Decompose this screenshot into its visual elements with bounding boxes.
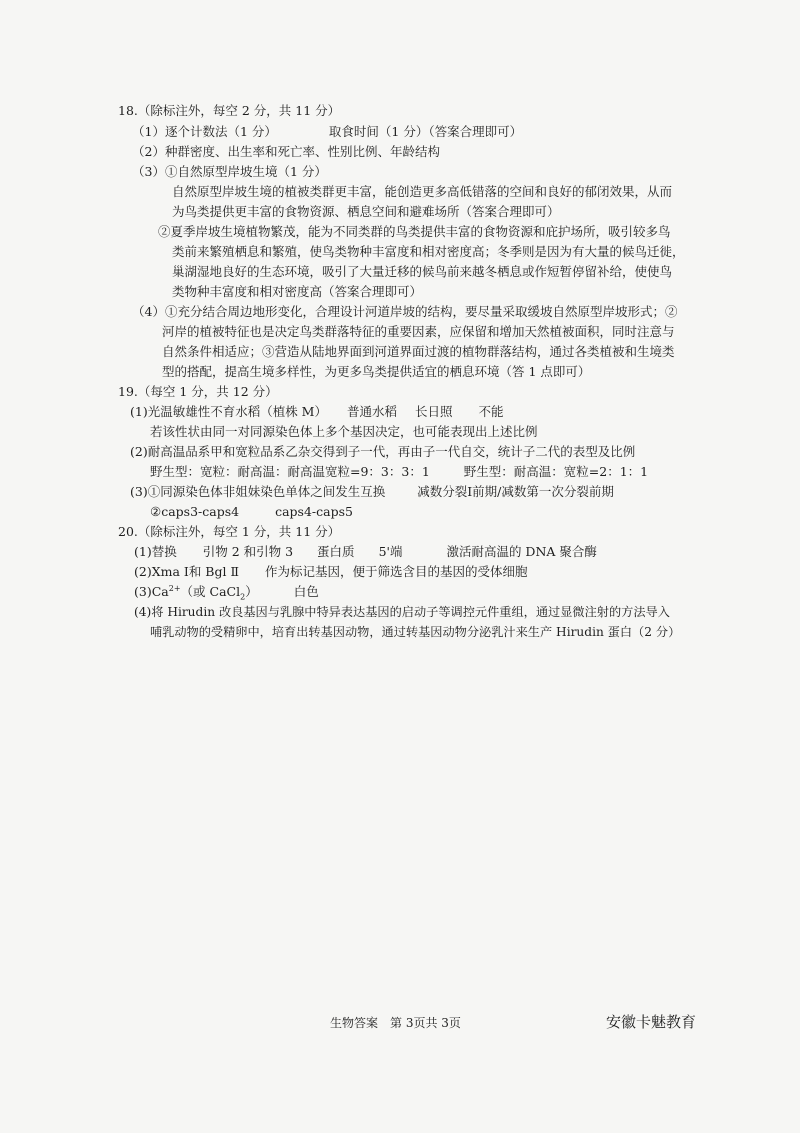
q20-p1-c: 蛋白质 [317,544,355,559]
q20-part2 [134,563,527,581]
q18-header: 18.（除标注外，每空 2 分，共 11 分） [118,103,341,118]
q18-part3-line4: 类前来繁殖栖息和繁殖，使鸟类物种丰富度和相对密度高；冬季则是因为有大量的候鸟迁徙， [172,244,685,259]
q20-part3 [134,583,319,601]
q19-part1-line2: 若该性状由同一对同源染色体上多个基因决定，也可能表现出上述比例 [150,424,538,439]
q20-part1 [134,543,597,561]
q19-p3-d: caps4-caps5 [275,504,353,519]
q19-p1-b: 普通水稻 [346,404,397,419]
q18-part3-line3: ②夏季岸坡生境植物繁茂，能为不同类群的鸟类提供丰富的食物资源和庇护场所，吸引较多鸟 [158,224,671,239]
q19-part2: (2)耐高温品系甲和宽粒品系乙杂交得到子一代，再由子一代自交，统计子二代的表型及比例 [130,444,636,459]
q19-part1 [130,403,504,421]
q20-p3-subscript: 2 [240,592,246,602]
q20-part4-line1: (4)将 Hirudin 改良基因与乳腺中特异表达基因的启动子等调控元件重组，通过显微注射的方法导入 [134,605,670,619]
q18-part4-line3: 自然条件相适应；③营造从陆地界面到河道界面过渡的植物群落结构，通过各类植被和生境类 [162,344,675,359]
q18-part2: （2）种群密度、出生率和死亡率、性别比例、年龄结构 [132,144,440,159]
q19-p3-c: ②caps3-caps4 [150,504,240,519]
q18-part3-line1: 自然原型岸坡生境的植被类群更丰富，能创造更多高低错落的空间和良好的郁闭效果，从而 [172,184,673,199]
q20-p1-b: 引物 2 和引物 3 [202,544,294,559]
q20-p2-b: 作为标记基因，便于筛选含目的基因的受体细胞 [264,564,528,579]
q18-part1 [132,123,522,141]
q19-p2-b: 野生型：耐高温：宽粒=2：1：1 [463,464,649,479]
q20-p3-superscript: 2+ [168,583,181,593]
q19-part2-line2 [150,463,648,481]
q19-p3-a: (3)①同源染色体非姐妹染色单体之间发生互换 [130,484,386,499]
q18-part3-line6: 类物种丰富度和相对密度高（答案合理即可） [172,284,423,299]
q19-p1-d: 不能 [478,404,504,419]
q18-p1-a: （1）逐个计数法（1 分） [132,124,277,139]
q20-p1-d: 5'端 [378,544,403,559]
q19-p1-a: (1)光温敏雄性不育水稻（植株 M） [130,404,327,419]
q19-p3-b: 减数分裂Ⅰ前期/减数第一次分裂前期 [417,484,614,499]
q19-part3 [130,483,614,501]
page-footer: 生物答案 第 3页共 3页 [330,1016,461,1030]
q20-p1-a: (1)替换 [134,544,177,559]
q20-p2-a: (2)Xma Ⅰ和 Bgl Ⅱ [134,564,239,579]
q18-part4-line4: 型的搭配，提高生境多样性，为更多鸟类提供适宜的栖息环境（答 1 点即可） [162,364,591,379]
q20-p3-b: （或 CaCl [180,584,241,599]
q18-part3-line5: 巢湖湿地良好的生态环境，吸引了大量迁移的候鸟前来越冬栖息或作短暂停留补给，使使鸟 [172,264,673,279]
q18-part3-line2: 为鸟类提供更丰富的食物资源、栖息空间和避难场所（答案合理即可） [172,204,560,219]
q19-p2-a: 野生型：宽粒：耐高温：耐高温宽粒=9：3：3：1 [150,464,430,479]
q19-p1-c: 长日照 [415,404,453,419]
q20-p1-e: 激活耐高温的 DNA 聚合酶 [446,544,597,559]
q19-part3-line2 [150,503,353,521]
q18-part4-line1: （4）①充分结合周边地形变化，合理设计河道岸坡的结构，要尽量采取缓坡自然原型岸坡形式；② [132,304,678,319]
q20-p3-c: ） [245,584,258,599]
q18-p1-b: 取食时间（1 分）（答案合理即可） [328,124,523,139]
q18-part4-line2: 河岸的植被特征也是决定鸟类群落特征的重要因素，应保留和增加天然植被面积，同时注意与 [162,324,675,339]
q20-header: 20.（除标注外，每空 1 分，共 11 分） [118,524,341,539]
q20-p3-d: 白色 [293,584,319,599]
q18-part3-title: （3）①自然原型岸坡生境（1 分） [132,164,327,179]
q19-header: 19.（每空 1 分，共 12 分） [118,384,278,399]
q20-p3-a: (3)Ca [134,584,169,599]
q20-part4-line2: 哺乳动物的受精卵中，培育出转基因动物，通过转基因动物分泌乳汁来生产 Hirudin 蛋白（2 分） [150,625,681,639]
brand-label: 安徽卡魅教育 [606,1013,697,1031]
